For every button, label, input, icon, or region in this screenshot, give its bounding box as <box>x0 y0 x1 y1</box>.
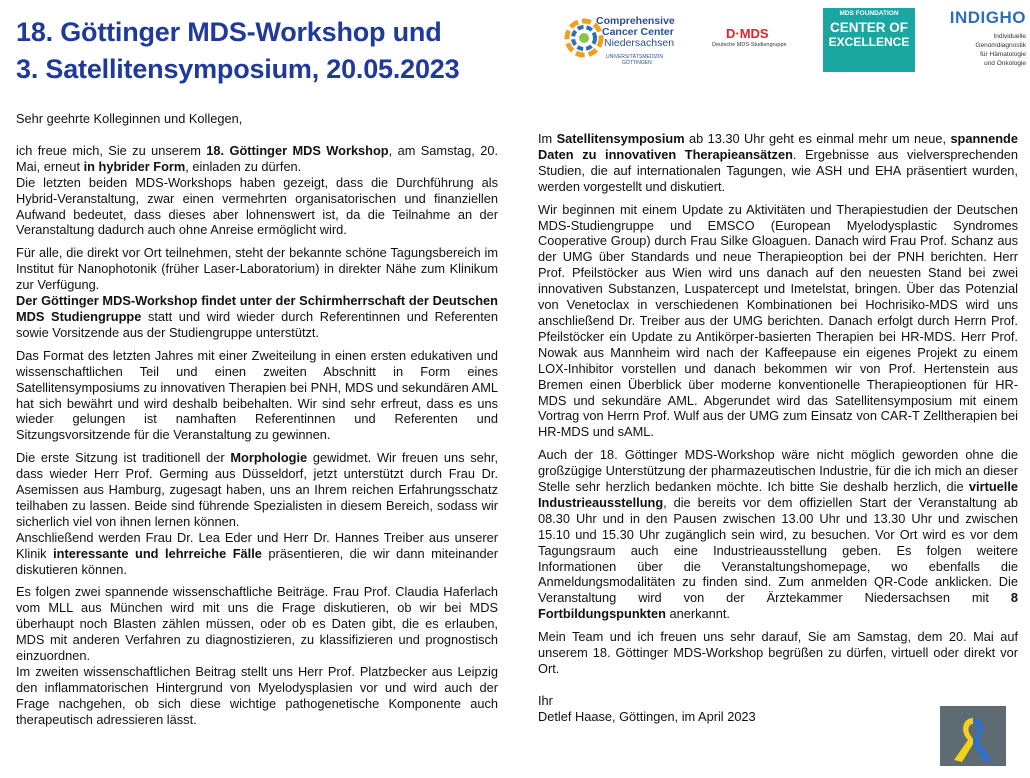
dmds-logo <box>712 26 802 66</box>
mds-foundation-logo <box>823 8 915 72</box>
logo-bar <box>560 6 1030 96</box>
indigho-line-1: Individuelle <box>993 33 1026 40</box>
paragraph: Anschließend werden Frau Dr. Lea Eder und Herr Dr. Hannes Treiber aus unserer Klinik interessante und lehrreiche Fälle präsentieren, die wir dann miteinander diskutieren können. <box>16 529 499 577</box>
signature: Detlef Haase, Göttingen, im April 2023 <box>538 708 756 724</box>
cccn-sub-2: GÖTTINGEN <box>622 60 652 66</box>
cccn-name-3: Niedersachsen <box>604 37 675 49</box>
mdsf-line-1: MDS FOUNDATION <box>839 10 899 17</box>
cccn-sub-1: UNIVERSITÄTSMEDIZIN <box>606 54 663 60</box>
paragraph: Im zweiten wissenschaftlichen Beitrag stellt uns Herr Prof. Platzbecker aus Leipzig den inflammatorischen Hintergrund von Myelodysplasien vor und wird auch der Frage nachgehen, ob sich diese wichtige pathogenetische Komponente auch therapeutisch adressieren lässt. <box>16 664 498 727</box>
mdsf-line-2: CENTER OF <box>829 20 908 35</box>
title-line-1: 18. Göttinger MDS-Workshop und <box>16 17 442 47</box>
ukraine-ribbon-icon <box>940 706 1006 766</box>
paragraph: ich freue mich, Sie zu unserem 18. Göttinger MDS Workshop, am Samstag, 20. Mai, erneut in hybrider Form, einladen zu dürfen. <box>16 142 498 174</box>
indigho-line-4: und Onkologie <box>984 60 1026 67</box>
indigho-logo <box>928 8 1026 94</box>
page-title <box>16 14 459 88</box>
salutation: Sehr geehrte Kolleginnen und Kollegen, <box>16 111 243 126</box>
paragraph: Die erste Sitzung ist traditionell der Morphologie gewidmet. Wir freuen uns sehr, dass wieder Herr Prof. Germing aus Düsseldorf, jetzt unterstützt durch Frau Dr. Asemissen aus Hamburg, zugesagt haben, uns an Ihrem reichen Erfahrungsschatz teilhaben zu lassen. Beide sind führende Spezialisten in diesem Bereich, sodass wir sicherlich viel von ihnen lernen können. <box>16 450 498 529</box>
paragraph: Die letzten beiden MDS-Workshops haben gezeigt, dass die Durchführung als Hybrid-Veranstaltung, zwar einen vermehrten organisatorischen und finanziellen Aufwand bedeutet, dass dieses aber lohnenswert ist, da die Teilnahme an der Veranstaltung dadurch auch ohne Anreise ermöglicht wird. <box>16 174 498 238</box>
paragraph: Im Satellitensymposium ab 13.30 Uhr geht es einmal mehr um neue, spannende Daten zu innovativen Therapieansätzen. Ergebnisse aus vielversprechenden Studien, die auf internationalen Tagungen, wie ASH und EHA präsentiert wurden, werden vorgestellt und diskutiert. <box>538 131 1018 194</box>
left-column <box>16 111 498 735</box>
paragraph: Auch der 18. Göttinger MDS-Workshop wäre nicht möglich geworden ohne die großzügige Unterstützung der pharmazeutischen Industrie, für die ich mich an dieser Stelle sehr herzlich bedanken möchte. Ich bitte Sie deshalb herzlich, die virtuelle Industrieausstellung, die bereits vor dem offiziellen Start der Veranstaltung ab 08.30 Uhr und in den Pausen zwischen 13.00 Uhr und 13.30 Uhr und zwischen 15.10 und 15.30 Uhr zugänglich sein wird, zu besuchen. Vor Ort wird es vor dem Tagungsraum auch eine Industrieausstellung geben. Es folgen weitere Informationen über die Veranstaltungshomepage, wo ebenfalls die Anmeldungsmodalitäten zu finden sind. Zum anmelden QR-Code anklicken. Die Veranstaltung wird von der Ärztekammer Niedersachsen mit 8 Fortbildungspunkten anerkannt. <box>538 447 1018 622</box>
indigho-name: INDIGHO <box>949 8 1026 27</box>
mdsf-line-3: EXCELLENCE <box>828 35 910 49</box>
paragraph: Wir beginnen mit einem Update zu Aktivitäten und Therapiestudien der Deutschen MDS-Studiengruppe und EMSCO (European Myelodysplastic Syndromes Cooperative Group) durch Frau Silke Gloaguen. Danach wird Frau Prof. Schanz aus der UMG über Standards und neue Therapieoption bei der PNH berichten. Herr Prof. Pfeilstöcker aus Wien wird uns danach auf den neuesten Stand bei zwei innovativen Substanzen, Luspatercept und Imetelstat, bringen. Über das Potenzial von Venetoclax in verschiedenen Kombinationen bei Hochrisiko-MDS wird uns anschließend Dr. Treiber aus der UMG berichten. Danach erfolgt durch Herrn Prof. Pfeilstöcker ein Update zu Antikörper-basierten Therapien bei HR-MDS. Herr Prof. Nowak aus Mannheim wird nach der Kaffeepause ein eigenes Projekt zu einem LOX-Inhibitor vorstellen und danach bekommen wir von Prof. Hertenstein aus Bremen einen Überblick über moderne konventionelle Therapieoptionen für HR-MDS und sekundäre AML. Abgerundet wird das Satellitensymposium mit einem Vortrag von Herrn Prof. Wulf aus der UMG zum Einsatz von CAR-T Zelltherapien bei HR-MDS und sAML. <box>538 201 1018 440</box>
paragraph: Das Format des letzten Jahres mit einer Zweiteilung in einen ersten edukativen und wissenschaftlichen Teil und einen zweiten Abschnitt in Form eines Satellitensymposiums zu innovativen Therapien bei PNH, MDS und sekundären AML hat sich bewährt und wird deshalb beibehalten. Wir sind sehr erfreut, dass es uns wieder gelungen ist namhaften Referentinnen und Referenten und Sitzungsvorsitzende für die Veranstaltung zu gewinnen. <box>16 347 498 443</box>
cccn-name-1: Comprehensive <box>596 15 675 27</box>
paragraph: Der Göttinger MDS-Workshop findet unter der Schirmherrschaft der Deutschen MDS Studiengruppe statt und wird wieder durch Referentinnen und Referenten sowie Vorsitzende aus der Studiengruppe unterstützt. <box>16 293 498 340</box>
cccn-logo <box>560 10 700 70</box>
indigho-line-3: für Hämatologie <box>980 51 1026 58</box>
dmds-sub: Deutsche MDS-Studiengruppe <box>712 42 787 48</box>
indigho-line-2: Genomdiagnostik <box>975 42 1026 49</box>
cccn-name-2: Cancer Center <box>602 26 674 38</box>
dmds-name: D·MDS <box>726 26 769 41</box>
title-line-2: 3. Satellitensymposium, 20.05.2023 <box>16 54 460 84</box>
closing: Ihr <box>538 692 553 708</box>
paragraph: Mein Team und ich freuen uns sehr darauf, Sie am Samstag, dem 20. Mai auf unserem 18. Göttinger MDS-Workshop begrüßen zu dürfen, virtuell oder direkt vor Ort. <box>538 629 1018 676</box>
right-column <box>538 131 1018 732</box>
paragraph: Es folgen zwei spannende wissenschaftliche Beiträge. Frau Prof. Claudia Haferlach vom MLL aus München wird mit uns die Frage diskutieren, ob wir bei MDS überhaupt noch Blasten zählen müssen, oder ob es Daten gibt, die es erlauben, MDS mit anderen Verfahren zu diagnostizieren, zu klassifizieren und prognostisch einzuordnen. <box>16 584 498 664</box>
paragraph: Für alle, die direkt vor Ort teilnehmen, steht der bekannte schöne Tagungsbereich im Institut für Nanophotonik (früher Laser-Laboratorium) in direkter Nähe zum Klinikum zur Verfügung. <box>16 245 498 293</box>
